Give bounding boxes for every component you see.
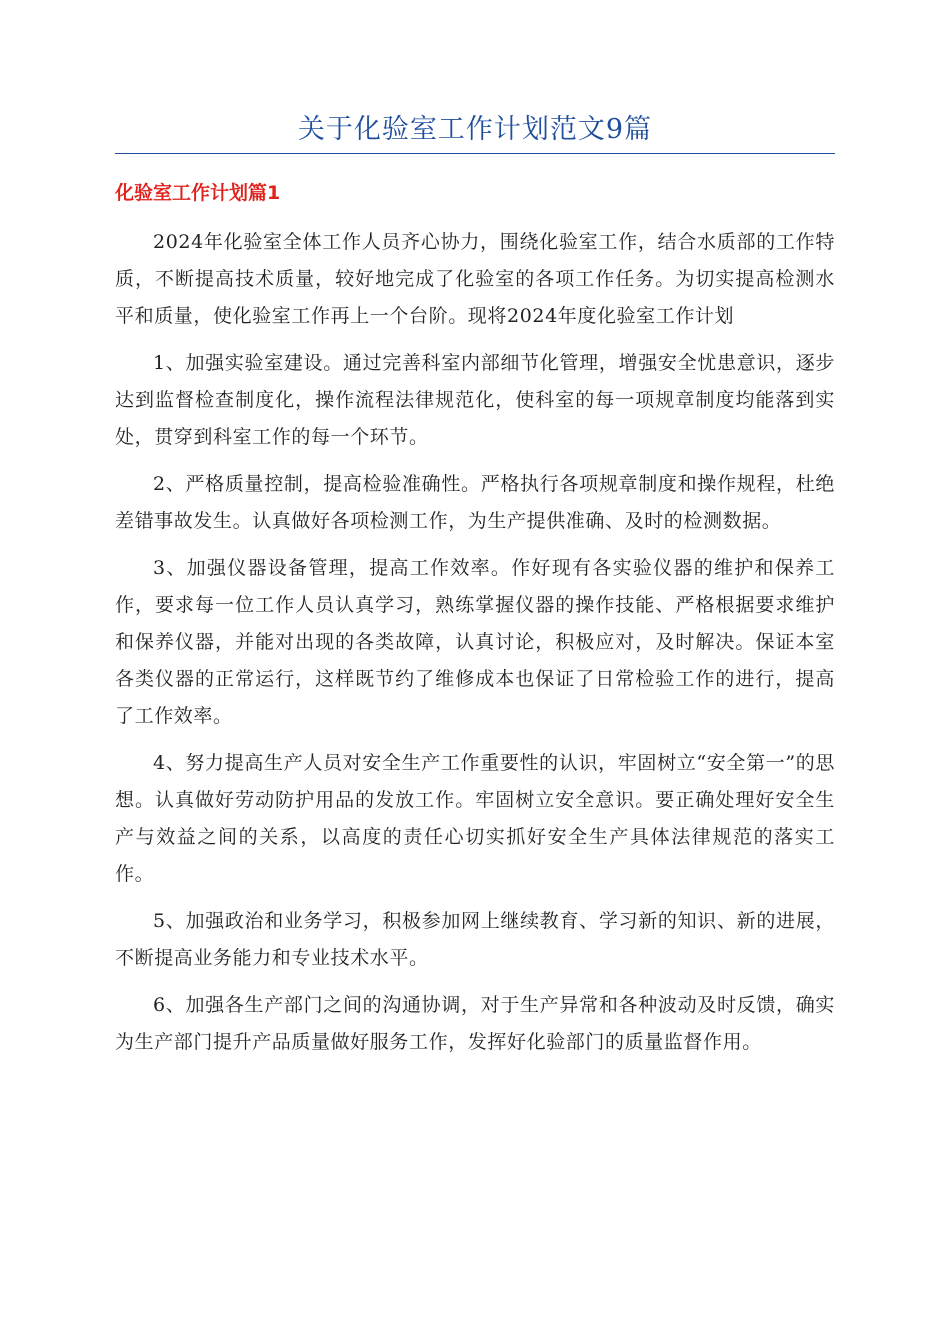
paragraph-item-5: 5、加强政治和业务学习，积极参加网上继续教育、学习新的知识、新的进展，不断提高业务能力和专业技术水平。 bbox=[115, 910, 835, 969]
section-heading: 化验室工作计划篇1 bbox=[115, 182, 281, 204]
paragraph-item-3: 3、加强仪器设备管理，提高工作效率。作好现有各实验仪器的维护和保养工作，要求每一位工作人员认真学习，熟练掌握仪器的操作技能、严格根据要求维护和保养仪器，并能对出现的各类故障，认真讨论，积极应对，及时解决。保证本室各类仪器的正常运行，这样既节约了维修成本也保证了日常检验工作的进行，提高了工作效率。 bbox=[115, 557, 835, 727]
document-title: 关于化验室工作计划范文9篇 bbox=[297, 114, 653, 145]
paragraph-item-4: 4、努力提高生产人员对安全生产工作重要性的认识，牢固树立“安全第一”的思想。认真做好劳动防护用品的发放工作。牢固树立安全意识。要正确处理好安全生产与效益之间的关系，以高度的责任心切实抓好安全生产具体法律规范的落实工作。 bbox=[115, 752, 835, 885]
title-underline bbox=[115, 153, 835, 154]
paragraph-intro: 2024年化验室全体工作人员齐心协力，围绕化验室工作，结合水质部的工作特质，不断提高技术质量，较好地完成了化验室的各项工作任务。为切实提高检测水平和质量，使化验室工作再上一个台阶。现将2024年度化验室工作计划 bbox=[115, 231, 835, 327]
paragraph-item-6: 6、加强各生产部门之间的沟通协调，对于生产异常和各种波动及时反馈，确实为生产部门提升产品质量做好服务工作，发挥好化验部门的质量监督作用。 bbox=[115, 994, 835, 1053]
paragraph-item-1: 1、加强实验室建设。通过完善科室内部细节化管理，增强安全忧患意识，逐步达到监督检查制度化，操作流程法律规范化，使科室的每一项规章制度均能落到实处，贯穿到科室工作的每一个环节。 bbox=[115, 352, 835, 448]
paragraph-item-2: 2、严格质量控制，提高检验准确性。严格执行各项规章制度和操作规程，杜绝差错事故发生。认真做好各项检测工作，为生产提供准确、及时的检测数据。 bbox=[115, 473, 835, 532]
document-body bbox=[115, 224, 835, 1071]
